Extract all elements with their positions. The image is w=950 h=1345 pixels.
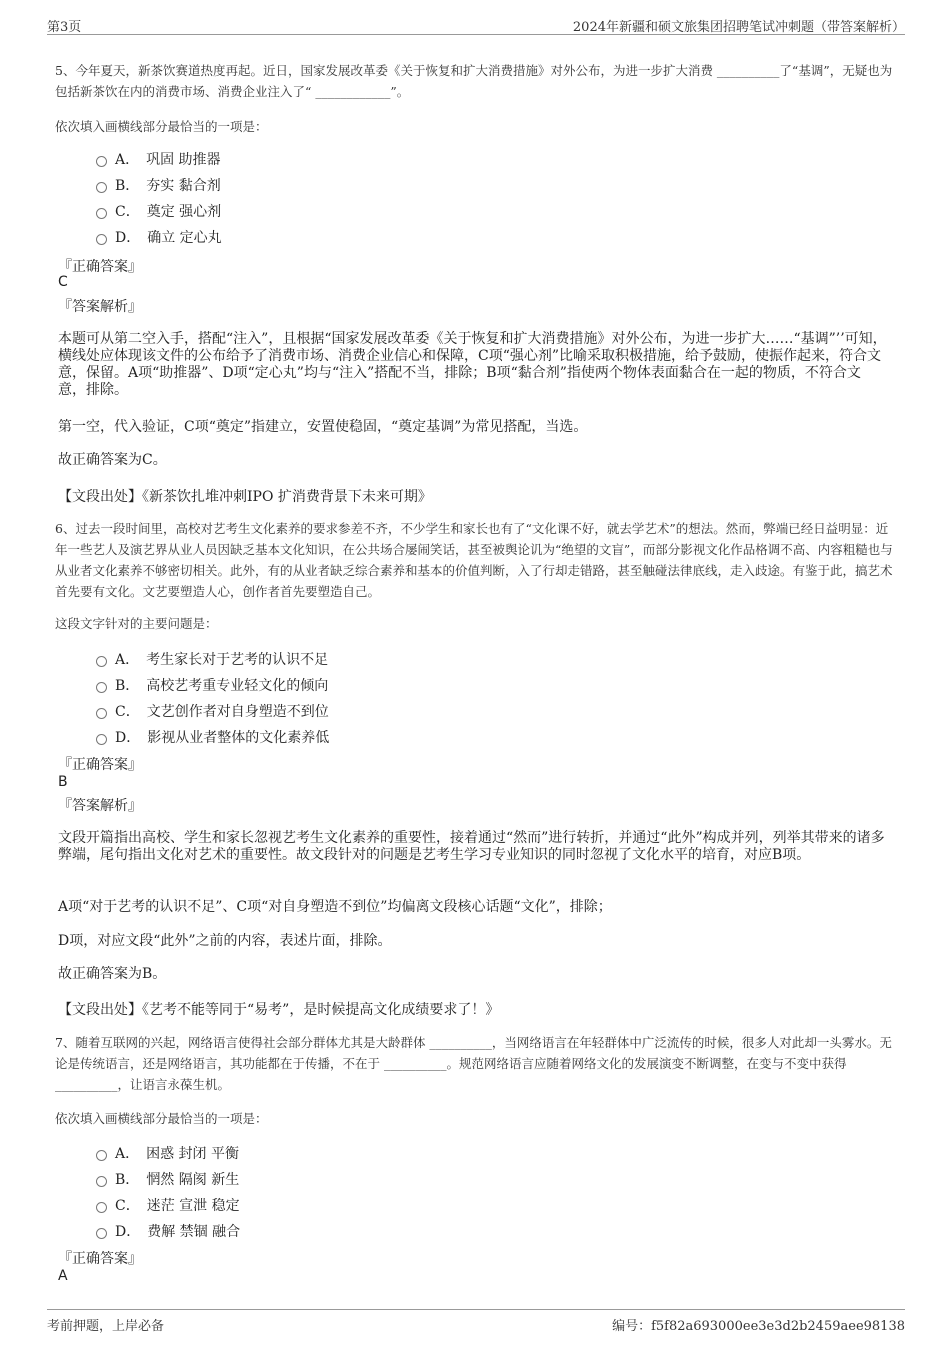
option-label: D． 影视从业者整体的文化素养低	[115, 730, 330, 746]
radio-icon[interactable]	[96, 656, 107, 667]
question-5-prompt: 依次填入画横线部分最恰当的一项是：	[55, 119, 268, 134]
analysis-paragraph: A项“对于艺考的认识不足”、C项“对自身塑造不到位”均偏离文段核心话题“文化”，排除；	[58, 899, 612, 915]
radio-icon[interactable]	[96, 1150, 107, 1161]
radio-icon[interactable]	[96, 208, 107, 219]
radio-icon[interactable]	[96, 1176, 107, 1187]
question-6-prompt: 这段文字针对的主要问题是：	[55, 616, 218, 631]
correct-answer-label: 『正确答案』	[58, 1251, 142, 1267]
option-d[interactable]	[96, 224, 222, 250]
option-b[interactable]	[96, 672, 329, 698]
option-label: C． 迷茫 宣泄 稳定	[115, 1198, 240, 1214]
question-5-stem: 5、今年夏天，新茶饮赛道热度再起。近日，国家发展改革委《关于恢复和扩大消费措施》对外公布，为进一步扩大消费 __________了“基调”，无疑也为包括新茶饮在内的消费市场、消费企业注入了“ ____________”。	[55, 63, 893, 99]
question-7-stem: 7、随着互联网的兴起，网络语言使得社会部分群体尤其是大龄群体 __________，当网络语言在年轻群体中广泛流传的时候，很多人对此却一头雾水。无论是传统语言，还是网络语言，其功能都在于传播，不在于 __________。规范网络语言应随着网络文化的发展演变不断调整，在变与不变中获得 __________，让语言永葆生机。	[55, 1035, 892, 1092]
option-label: C． 文艺创作者对自身塑造不到位	[115, 704, 329, 720]
radio-icon[interactable]	[96, 708, 107, 719]
option-label: B． 惘然 隔阂 新生	[115, 1172, 240, 1188]
analysis-paragraph: D项，对应文段“此外”之前的内容，表述片面，排除。	[58, 933, 392, 949]
question-7-prompt: 依次填入画横线部分最恰当的一项是：	[55, 1111, 268, 1126]
analysis-paragraph: 第一空，代入验证，C项“奠定”指建立，安置使稳固，“奠定基调”为常见搭配，当选。	[58, 419, 588, 435]
text-source: 【文段出处】《艺考不能等同于“易考”，是时候提高文化成绩要求了！》	[58, 1002, 500, 1018]
option-label: A． 巩固 助推器	[115, 152, 221, 168]
footer-slogan: 考前押题，上岸必备	[47, 1319, 165, 1334]
document-title: 2024年新疆和硕文旅集团招聘笔试冲刺题（带答案解析）	[572, 20, 905, 35]
option-label: D． 确立 定心丸	[115, 230, 222, 246]
option-c[interactable]	[96, 1192, 240, 1218]
radio-icon[interactable]	[96, 156, 107, 167]
option-label: B． 高校艺考重专业轻文化的倾向	[115, 678, 329, 694]
correct-answer-label: 『正确答案』	[58, 259, 142, 275]
radio-icon[interactable]	[96, 1202, 107, 1213]
option-label: A． 困惑 封闭 平衡	[115, 1146, 240, 1162]
question-6-options	[96, 646, 329, 750]
option-a[interactable]	[96, 1140, 240, 1166]
option-c[interactable]	[96, 698, 329, 724]
correct-answer: A	[58, 1268, 68, 1284]
option-c[interactable]	[96, 198, 222, 224]
radio-icon[interactable]	[96, 234, 107, 245]
option-a[interactable]	[96, 646, 329, 672]
radio-icon[interactable]	[96, 734, 107, 745]
option-label: D． 费解 禁锢 融合	[115, 1224, 241, 1240]
correct-answer: C	[58, 274, 68, 290]
radio-icon[interactable]	[96, 182, 107, 193]
answer-analysis-label: 『答案解析』	[58, 798, 142, 814]
option-d[interactable]	[96, 724, 329, 750]
analysis-paragraph: 故正确答案为B。	[58, 966, 167, 982]
page-header	[47, 14, 905, 35]
question-7-options	[96, 1140, 240, 1244]
correct-answer: B	[58, 774, 68, 790]
option-label: B． 夯实 黏合剂	[115, 178, 221, 194]
option-d[interactable]	[96, 1218, 240, 1244]
option-a[interactable]	[96, 146, 222, 172]
question-6-stem: 6、过去一段时间里，高校对艺考生文化素养的要求参差不齐，不少学生和家长也有了“文化课不好，就去学艺术”的想法。然而，弊端已经日益明显：近年一些艺人及演艺界从业人员因缺乏基本文化知识，在公共场合屡闹笑话，甚至被舆论讥为“绝望的文盲”，而部分影视文化作品格调不高、内容粗糙也与从业者文化素养不够密切相关。此外，有的从业者缺乏综合素养和基本的价值判断，入了行却走错路，甚至触碰法律底线，走入歧途。有鉴于此，搞艺术首先要有文化。文艺要塑造人心，创作者首先要塑造自己。	[55, 521, 893, 599]
radio-icon[interactable]	[96, 682, 107, 693]
correct-answer-label: 『正确答案』	[58, 757, 142, 773]
document-id: 编号：f5f82a693000ee3e3d2b2459aee98138	[612, 1319, 905, 1334]
question-5-options	[96, 146, 222, 250]
text-source: 【文段出处】《新茶饮扎堆冲刺IPO 扩消费背景下未来可期》	[58, 489, 432, 505]
option-label: C． 奠定 强心剂	[115, 204, 222, 220]
option-b[interactable]	[96, 172, 222, 198]
page-number: 第3页	[47, 20, 82, 35]
answer-analysis-label: 『答案解析』	[58, 299, 142, 315]
option-b[interactable]	[96, 1166, 240, 1192]
analysis-paragraph: 故正确答案为C。	[58, 452, 167, 468]
analysis-paragraph: 文段开篇指出高校、学生和家长忽视艺考生文化素养的重要性，接着通过“然而”进行转折，并通过“此外”构成并列，列举其带来的诸多弊端，尾句指出文化对艺术的重要性。故文段针对的问题是艺考生学习专业知识的同时忽视了文化水平的培育，对应B项。	[58, 830, 885, 863]
page-footer	[47, 1309, 905, 1336]
radio-icon[interactable]	[96, 1228, 107, 1239]
analysis-paragraph: 本题可从第二空入手，搭配“注入”，且根据“国家发展改革委《关于恢复和扩大消费措施》对外公布，为进一步扩大……“基调”’’可知，横线处应体现该文件的公布给予了消费市场、消费企业信心和保障，C项“强心剂”比喻采取积极措施，给予鼓励，使振作起来，符合文意，保留。A项“助推器”、D项“定心丸”均与“注入”搭配不当，排除；B项“黏合剂”指使两个物体表面黏合在一起的物质，不符合文意，排除。	[58, 331, 887, 398]
option-label: A． 考生家长对于艺考的认识不足	[115, 652, 329, 668]
